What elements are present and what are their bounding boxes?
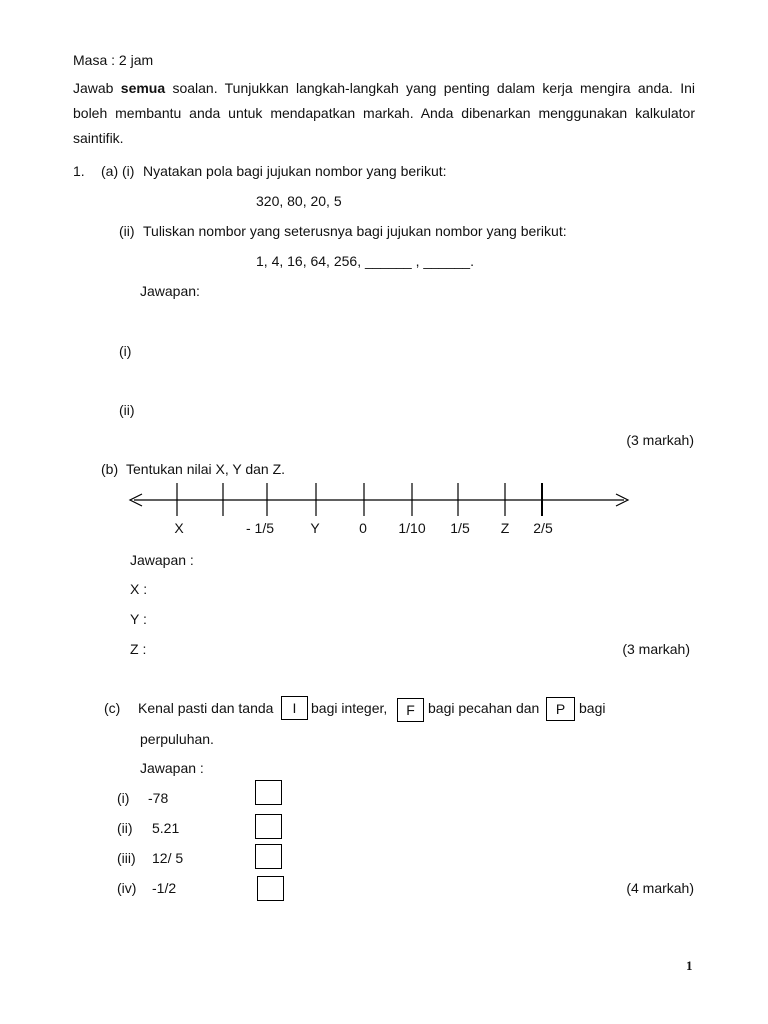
answer-z: Z : <box>130 641 147 657</box>
answer-y: Y : <box>130 611 147 627</box>
integer-symbol-box: I <box>281 696 308 720</box>
question-number: 1. <box>73 163 85 179</box>
answer-box-iv[interactable] <box>257 876 284 901</box>
item-label: (i) <box>117 790 130 806</box>
number-line-label: Y <box>310 520 320 536</box>
number-line-label: X <box>174 520 184 536</box>
instructions: Jawab semua soalan. Tunjukkan langkah-langkah yang penting dalam kerja mengira anda. Ini boleh membantu anda untuk mendapatkan markah. Anda dibenarkan menggunakan kalkulator saintifik. <box>73 80 696 146</box>
answer-box-iii[interactable] <box>255 844 282 869</box>
fraction-symbol-box: F <box>397 698 424 722</box>
part-a-ii-text: Tuliskan nombor yang seterusnya bagi jujukan nombor yang berikut: <box>143 223 567 239</box>
decimal-symbol-box: P <box>546 697 575 721</box>
part-c-text-5: perpuluhan. <box>140 731 214 747</box>
part-b-text: Tentukan nilai X, Y dan Z. <box>126 461 286 477</box>
number-line-label: Z <box>500 520 510 536</box>
answer-box-i[interactable] <box>255 780 282 805</box>
marks-c: (4 markah) <box>626 880 694 896</box>
number-line-label: - 1/5 <box>245 520 275 536</box>
part-a-ii-label: (ii) <box>119 223 135 239</box>
answer-x: X : <box>130 581 148 597</box>
instructions-emphasis: semua <box>120 80 166 96</box>
exam-time: Masa : 2 jam <box>73 52 154 68</box>
page-number: 1 <box>686 958 693 973</box>
part-c-label: (c) <box>104 700 121 716</box>
part-a-i-label: (i) <box>122 163 135 179</box>
answer-a-i: (i) <box>119 343 132 359</box>
part-c-text-2: bagi integer, <box>311 700 388 716</box>
answer-label-c: Jawapan : <box>140 760 204 776</box>
part-a-i-text: Nyatakan pola bagi jujukan nombor yang berikut: <box>143 163 447 179</box>
item-label: (iv) <box>117 880 137 896</box>
item-value: 5.21 <box>152 820 180 836</box>
number-line <box>0 478 768 543</box>
answer-a-ii: (ii) <box>119 402 135 418</box>
item-label: (iii) <box>117 850 136 866</box>
number-line-label: 1/10 <box>398 520 426 536</box>
part-c-text-1: Kenal pasti dan tanda <box>138 700 274 716</box>
part-a-label: (a) <box>101 163 119 179</box>
sequence-1: 320, 80, 20, 5 <box>256 193 342 209</box>
number-line-label: 2/5 <box>533 520 553 536</box>
part-c-text-4: bagi <box>579 700 606 716</box>
item-value: 12/ 5 <box>152 850 184 866</box>
sequence-2: 1, 4, 16, 64, 256, ______ , ______. <box>256 253 474 269</box>
item-value: -78 <box>148 790 169 806</box>
part-c-text-3: bagi pecahan dan <box>428 700 540 716</box>
marks-b: (3 markah) <box>622 641 690 657</box>
number-line-label: 1/5 <box>450 520 470 536</box>
marks-a: (3 markah) <box>626 432 694 448</box>
item-label: (ii) <box>117 820 133 836</box>
answer-label-a: Jawapan: <box>140 283 200 299</box>
number-line-label: 0 <box>359 520 367 536</box>
answer-label-b: Jawapan : <box>130 552 194 568</box>
item-value: -1/2 <box>152 880 177 896</box>
answer-box-ii[interactable] <box>255 814 282 839</box>
part-b-label: (b) <box>101 461 119 477</box>
